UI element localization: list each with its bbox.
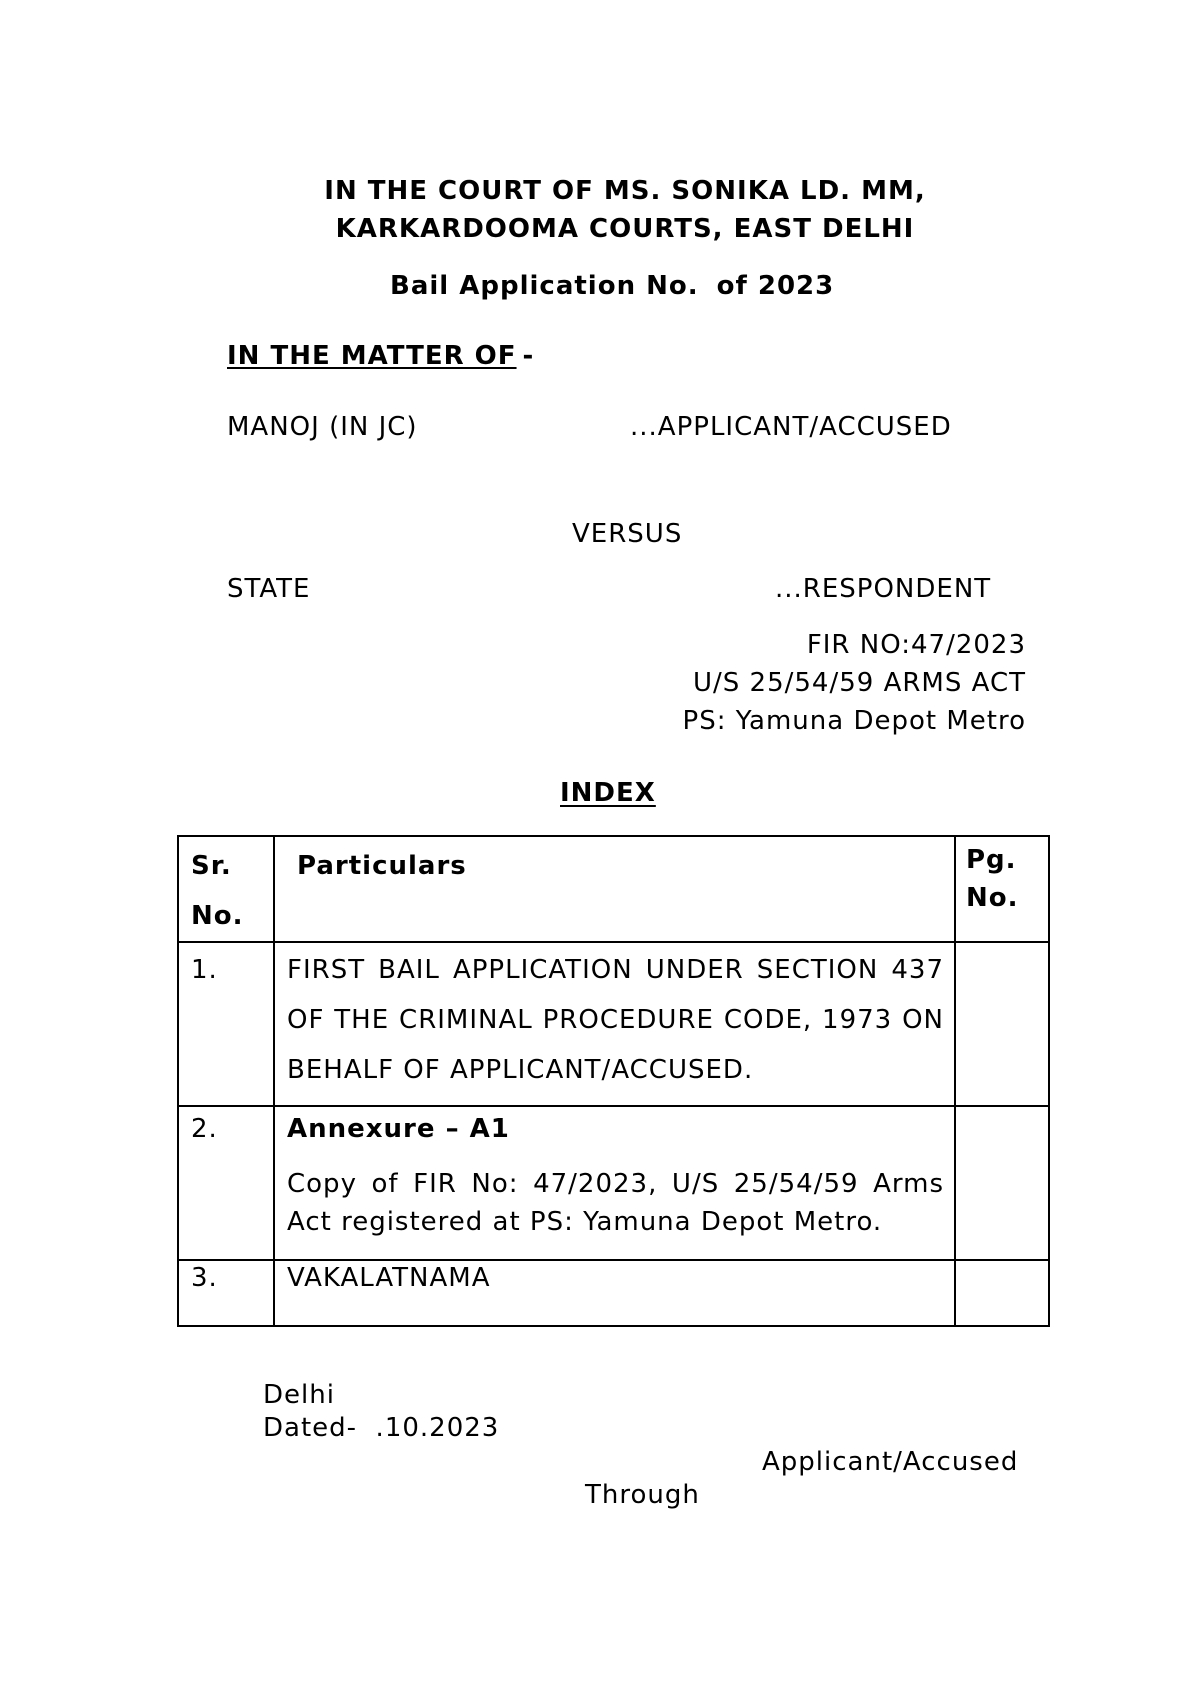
applicant-role: ...APPLICANT/ACCUSED <box>630 412 952 442</box>
respondent-name: STATE <box>227 574 311 604</box>
row-page-no <box>955 942 1049 1106</box>
court-name-line: IN THE COURT OF MS. SONIKA LD. MM, <box>324 176 926 206</box>
applicant-name: MANOJ (IN JC) <box>227 412 418 442</box>
case-details <box>683 626 1026 740</box>
signatory: Applicant/Accused <box>762 1447 1019 1477</box>
application-number <box>390 271 834 301</box>
header-particulars: Particulars <box>274 836 955 942</box>
row-particulars: FIRST BAIL APPLICATION UNDER SECTION 437 OF THE CRIMINAL PROCEDURE CODE, 1973 ON BEHALF OF APPLICANT/ACCUSED. <box>274 942 955 1106</box>
header-page-no <box>955 836 1049 942</box>
versus-label: VERSUS <box>572 519 683 549</box>
table-row <box>178 1106 1049 1260</box>
header-sr-line2: No. <box>191 901 244 931</box>
annexure-title: Annexure – A1 <box>287 1114 510 1144</box>
index-table <box>177 835 1050 1327</box>
application-number-prefix: Bail Application No. <box>390 271 699 301</box>
header-sr-line1: Sr. <box>191 851 232 881</box>
through-label: Through <box>585 1480 700 1510</box>
header-sr-no <box>178 836 274 942</box>
row-particulars: VAKALATNAMA <box>274 1260 955 1326</box>
matter-heading <box>227 341 534 371</box>
row-sr-no: 3. <box>178 1260 274 1326</box>
annexure-description: Copy of FIR No: 47/2023, U/S 25/54/59 Arms Act registered at PS: Yamuna Depot Metro. <box>287 1169 944 1237</box>
row-page-no <box>955 1260 1049 1326</box>
table-row <box>178 942 1049 1106</box>
header-pg-line1: Pg. <box>966 845 1017 875</box>
place: Delhi <box>263 1380 335 1410</box>
table-row <box>178 1260 1049 1326</box>
matter-heading-text: IN THE MATTER OF <box>227 341 517 371</box>
fir-number: FIR NO:47/2023 <box>806 630 1026 660</box>
police-station: PS: Yamuna Depot Metro <box>682 706 1026 736</box>
sections: U/S 25/54/59 ARMS ACT <box>692 668 1026 698</box>
row-particulars <box>274 1106 955 1260</box>
date-line: Dated- .10.2023 <box>263 1413 500 1443</box>
header-pg-line2: No. <box>966 883 1019 913</box>
row-sr-no: 1. <box>178 942 274 1106</box>
matter-heading-dash: - <box>522 341 535 371</box>
index-title: INDEX <box>560 778 656 808</box>
application-number-year: of 2023 <box>716 271 835 301</box>
row-page-no <box>955 1106 1049 1260</box>
court-location-line: KARKARDOOMA COURTS, EAST DELHI <box>335 214 915 244</box>
respondent-role: ...RESPONDENT <box>775 574 992 604</box>
index-header-row <box>178 836 1049 942</box>
row-sr-no: 2. <box>178 1106 274 1260</box>
